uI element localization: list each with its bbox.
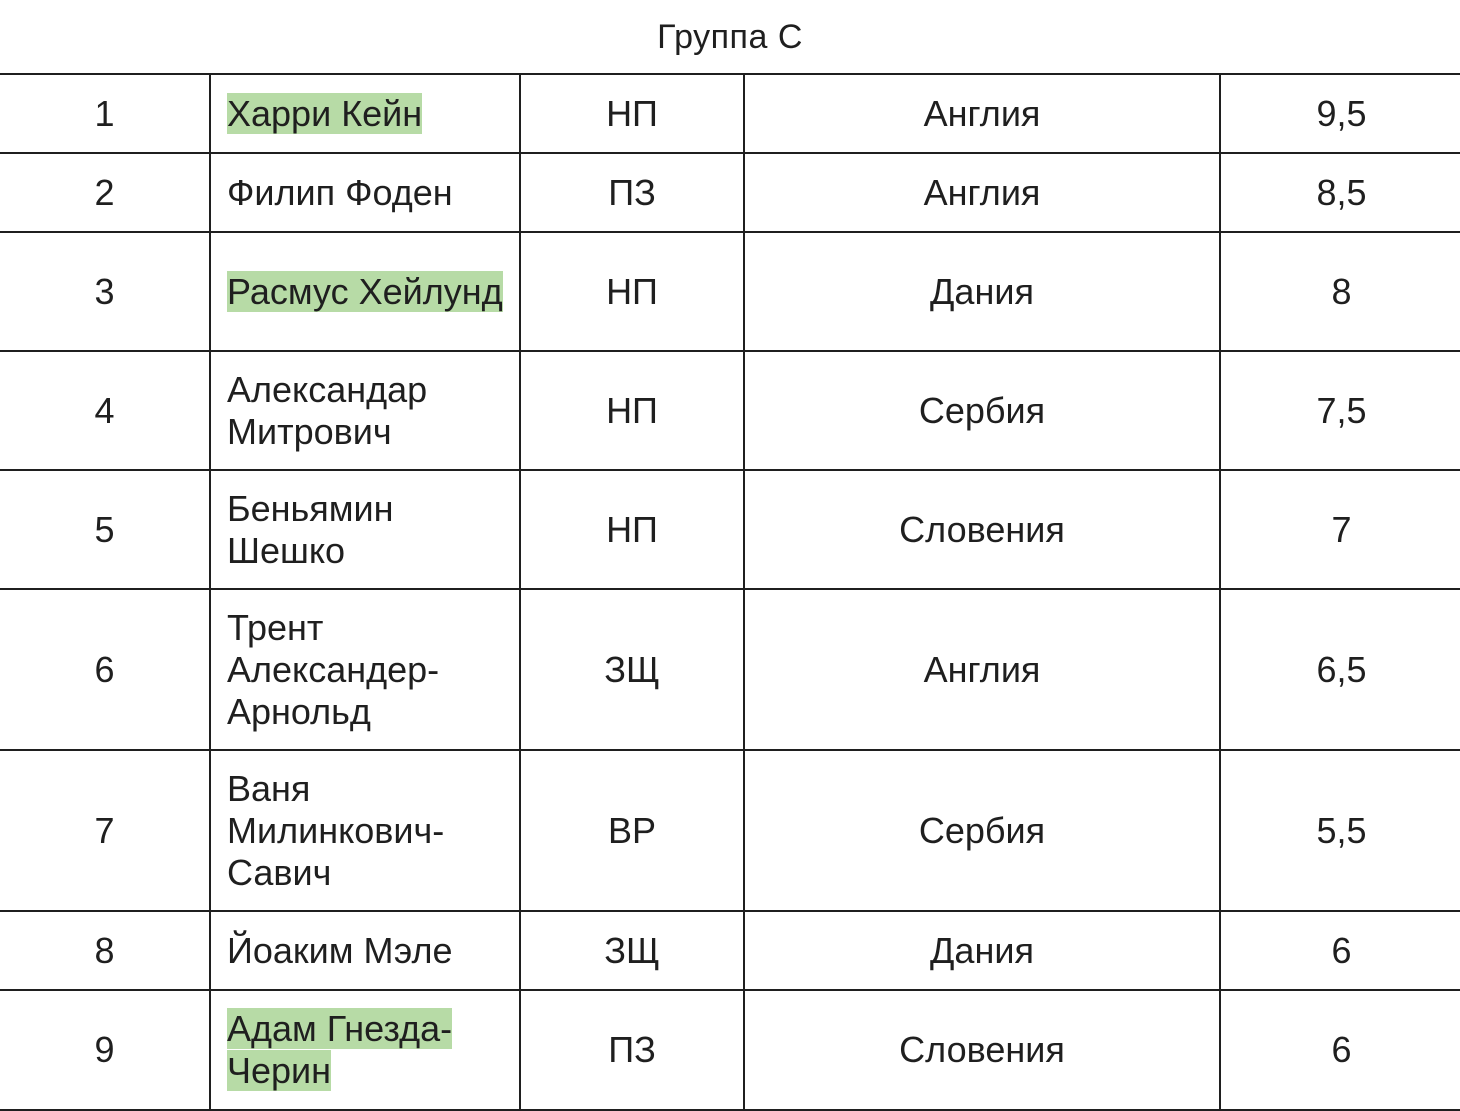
rank-cell: 9	[0, 990, 210, 1110]
position-cell: ЗЩ	[520, 589, 744, 750]
country-cell: Англия	[744, 74, 1220, 153]
player-name-highlighted: Харри Кейн	[227, 92, 423, 134]
player-name-cell	[210, 470, 520, 589]
country-cell: Сербия	[744, 750, 1220, 911]
player-name: Йоаким Мэле	[227, 929, 453, 971]
player-name: Филип Фоден	[227, 171, 453, 213]
table-row	[0, 74, 1460, 153]
rank-cell: 6	[0, 589, 210, 750]
player-name: Трент Александер-Арнольд	[227, 606, 440, 732]
rank-cell: 4	[0, 351, 210, 470]
points-cell: 8	[1220, 232, 1460, 351]
player-name-cell	[210, 153, 520, 232]
table-row	[0, 351, 1460, 470]
country-cell: Дания	[744, 911, 1220, 990]
table-caption: Группа С	[657, 17, 803, 56]
player-name: Беньямин Шешко	[227, 487, 394, 571]
table-row	[0, 589, 1460, 750]
player-name-cell	[210, 589, 520, 750]
players-table	[0, 73, 1460, 1111]
points-cell: 7	[1220, 470, 1460, 589]
player-name-cell	[210, 750, 520, 911]
rank-cell: 5	[0, 470, 210, 589]
points-cell: 5,5	[1220, 750, 1460, 911]
player-name-cell	[210, 911, 520, 990]
rank-cell: 1	[0, 74, 210, 153]
table-row	[0, 153, 1460, 232]
player-name-highlighted: Адам Гнезда-Черин	[227, 1008, 453, 1091]
position-cell: ЗЩ	[520, 911, 744, 990]
rank-cell: 7	[0, 750, 210, 911]
country-cell: Сербия	[744, 351, 1220, 470]
country-cell: Словения	[744, 990, 1220, 1110]
rank-cell: 3	[0, 232, 210, 351]
points-cell: 7,5	[1220, 351, 1460, 470]
country-cell: Англия	[744, 153, 1220, 232]
position-cell: НП	[520, 351, 744, 470]
position-cell: ПЗ	[520, 990, 744, 1110]
table-row	[0, 750, 1460, 911]
player-name-cell	[210, 232, 520, 351]
points-cell: 6	[1220, 990, 1460, 1110]
country-cell: Дания	[744, 232, 1220, 351]
table-row	[0, 232, 1460, 351]
player-name-cell	[210, 990, 520, 1110]
player-name: Александар Митрович	[227, 368, 428, 452]
position-cell: ВР	[520, 750, 744, 911]
rank-cell: 8	[0, 911, 210, 990]
country-cell: Словения	[744, 470, 1220, 589]
position-cell: НП	[520, 74, 744, 153]
position-cell: ПЗ	[520, 153, 744, 232]
table-row	[0, 911, 1460, 990]
points-cell: 9,5	[1220, 74, 1460, 153]
position-cell: НП	[520, 470, 744, 589]
country-cell: Англия	[744, 589, 1220, 750]
table-row	[0, 990, 1460, 1110]
points-cell: 6	[1220, 911, 1460, 990]
player-name-cell	[210, 351, 520, 470]
table-row	[0, 470, 1460, 589]
player-name: Ваня Милинкович-Савич	[227, 767, 445, 893]
player-name-cell	[210, 74, 520, 153]
position-cell: НП	[520, 232, 744, 351]
rank-cell: 2	[0, 153, 210, 232]
player-name-highlighted: Расмус Хейлунд	[227, 270, 503, 312]
points-cell: 8,5	[1220, 153, 1460, 232]
points-cell: 6,5	[1220, 589, 1460, 750]
